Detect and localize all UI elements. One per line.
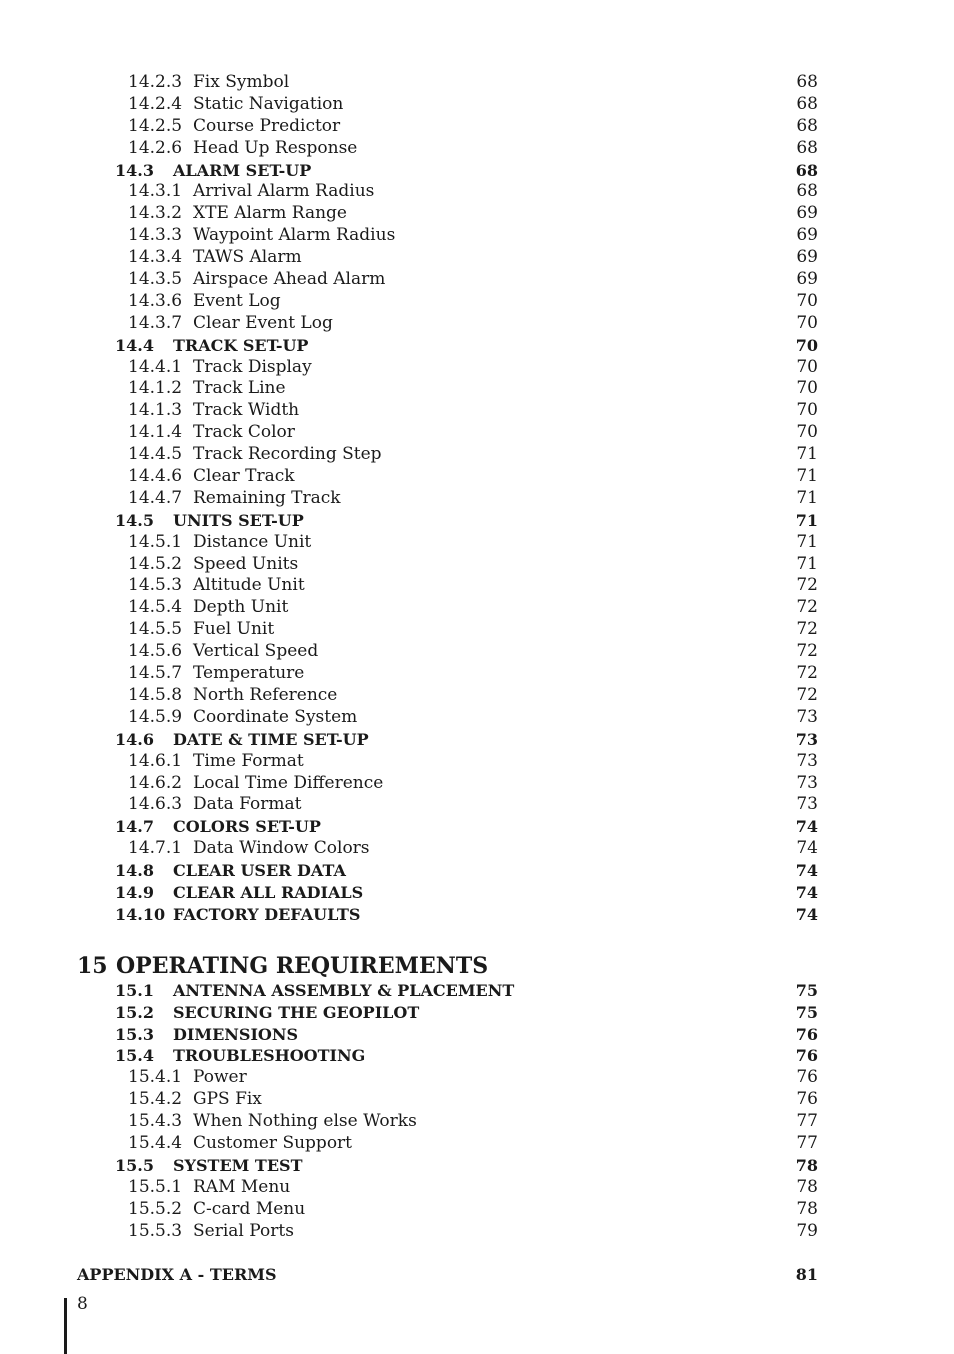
toc-entry-sub xyxy=(0,203,954,225)
toc-entry-number: 14.3.4 xyxy=(128,247,183,268)
toc-entry-number: 14.8 xyxy=(115,861,154,881)
toc-entry-title: APPENDIX A - TERMS xyxy=(77,1265,277,1285)
toc-entry-page: 78 xyxy=(796,1198,818,1219)
toc-entry-title: Temperature xyxy=(193,663,305,684)
toc-entry-number: 14.3.7 xyxy=(128,312,183,333)
toc-entry-page: 72 xyxy=(796,641,818,662)
toc-entry-page: 74 xyxy=(795,861,818,881)
toc-entry-sub xyxy=(0,1089,954,1111)
toc-entry-title: TROUBLESHOOTING xyxy=(173,1046,366,1066)
toc-entry-sub xyxy=(0,707,954,729)
toc-entry-page: 71 xyxy=(796,487,818,508)
toc-entry-number: 14.5 xyxy=(115,510,154,530)
toc-entry-title: CLEAR USER DATA xyxy=(173,861,346,881)
toc-entry-chapter xyxy=(0,952,954,980)
toc-entry-number: 14.7.1 xyxy=(128,838,183,859)
toc-entry-title: DIMENSIONS xyxy=(173,1024,299,1044)
toc-entry-title: FACTORY DEFAULTS xyxy=(173,904,361,924)
toc-entry-number: 14.7 xyxy=(115,817,154,837)
toc-entry-number: 15.2 xyxy=(115,1002,154,1022)
toc-entry-sub xyxy=(0,1133,954,1155)
toc-entry-title: XTE Alarm Range xyxy=(193,203,347,224)
toc-entry-page: 68 xyxy=(796,115,818,136)
toc-entry-sec xyxy=(0,980,954,1002)
toc-entry-sub xyxy=(0,751,954,773)
toc-entry-number: 15 xyxy=(77,952,108,979)
toc-entry-page: 70 xyxy=(796,356,818,377)
toc-entry-page: 70 xyxy=(796,422,818,443)
toc-entry-number: 15.4.1 xyxy=(128,1067,183,1088)
toc-entry-number: 14.1.4 xyxy=(128,422,183,443)
toc-entry-title: Data Format xyxy=(193,794,302,815)
toc-entry-title: Power xyxy=(193,1067,247,1088)
toc-entry-number: 15.5.1 xyxy=(128,1176,183,1197)
toc-entry-page: 74 xyxy=(795,882,818,902)
footer-page-number: 8 xyxy=(77,1294,88,1314)
toc-entry-page: 75 xyxy=(795,1002,818,1022)
toc-entry-title: Depth Unit xyxy=(193,597,289,618)
toc-entry-page: 68 xyxy=(796,137,818,158)
toc-entry-number: 14.5.1 xyxy=(128,531,183,552)
toc-entry-sec xyxy=(0,1155,954,1177)
toc-entry-number: 14.3.1 xyxy=(128,181,183,202)
toc-entry-title: North Reference xyxy=(193,684,338,705)
toc-entry-page: 71 xyxy=(795,510,818,530)
toc-entry-page: 74 xyxy=(796,838,818,859)
toc-entry-page: 68 xyxy=(796,72,818,92)
toc-entry-number: 14.6.3 xyxy=(128,794,183,815)
toc-entry-title: Airspace Ahead Alarm xyxy=(193,269,386,290)
toc-entry-sub xyxy=(0,773,954,795)
toc-entry-page: 72 xyxy=(796,663,818,684)
toc-entry-title: Time Format xyxy=(193,750,304,771)
toc-entry-page: 76 xyxy=(795,1046,818,1066)
toc-entry-number: 14.2.6 xyxy=(128,137,183,158)
toc-entry-sub xyxy=(0,532,954,554)
toc-entry-number: 14.5.9 xyxy=(128,706,183,727)
toc-entry-title: CLEAR ALL RADIALS xyxy=(173,882,364,902)
toc-entry-title: Clear Event Log xyxy=(193,312,333,333)
toc-entry-title: Altitude Unit xyxy=(193,575,305,596)
toc-entry-sec xyxy=(0,335,954,357)
toc-entry-page: 69 xyxy=(796,247,818,268)
toc-entry-title: Customer Support xyxy=(193,1132,353,1153)
toc-entry-page: 70 xyxy=(796,290,818,311)
toc-entry-sub xyxy=(0,466,954,488)
toc-entry-number: 14.1.2 xyxy=(128,378,183,399)
toc-entry-sub xyxy=(0,597,954,619)
toc-entry-sec xyxy=(0,510,954,532)
toc-entry-number: 14.2.5 xyxy=(128,115,183,136)
toc-entry-number: 14.5.4 xyxy=(128,597,183,618)
toc-entry-sub xyxy=(0,488,954,510)
toc-entry-page: 79 xyxy=(796,1220,818,1241)
toc-entry-number: 15.4.3 xyxy=(128,1111,183,1132)
toc-entry-sub xyxy=(0,641,954,663)
toc-entry-number: 14.4.6 xyxy=(128,466,183,487)
toc-entry-number: 14.5.6 xyxy=(128,641,183,662)
toc-entry-number: 14.5.3 xyxy=(128,575,183,596)
toc-entry-page: 72 xyxy=(796,575,818,596)
toc-entry-sub xyxy=(0,400,954,422)
toc-entry-title: Fuel Unit xyxy=(193,619,275,640)
toc-entry-sec xyxy=(0,1024,954,1046)
toc-entry-page: 76 xyxy=(796,1067,818,1088)
toc-entry-number: 14.5.2 xyxy=(128,553,183,574)
toc-entry-sub xyxy=(0,378,954,400)
toc-entry-sec xyxy=(0,160,954,182)
toc-entry-page: 70 xyxy=(796,400,818,421)
toc-entry-number: 14.6.2 xyxy=(128,772,183,793)
toc-entry-number: 14.1.3 xyxy=(128,400,183,421)
toc-entry-title: Vertical Speed xyxy=(193,641,319,662)
toc-entry-sub xyxy=(0,313,954,335)
footer-rule xyxy=(64,1298,67,1354)
toc-entry-title: Distance Unit xyxy=(193,531,312,552)
toc-entry-title: RAM Menu xyxy=(193,1176,291,1197)
toc-entry-title: SECURING THE GEOPILOT xyxy=(173,1002,420,1022)
toc-entry-title: Waypoint Alarm Radius xyxy=(193,225,396,246)
toc-entry-page: 73 xyxy=(795,729,818,749)
toc-entry-page: 74 xyxy=(795,904,818,924)
toc-entry-title: OPERATING REQUIREMENTS xyxy=(116,952,489,979)
toc-entry-page: 68 xyxy=(795,160,818,180)
toc-entry-number: 15.4.4 xyxy=(128,1132,183,1153)
toc-entry-number: 14.2.3 xyxy=(128,72,183,92)
toc-entry-page: 72 xyxy=(796,684,818,705)
toc-entry-sub xyxy=(0,575,954,597)
toc-entry-sub xyxy=(0,794,954,816)
toc-entry-sec xyxy=(0,904,954,926)
toc-entry-number: 15.3 xyxy=(115,1024,154,1044)
toc-entry-number: 15.5.2 xyxy=(128,1198,183,1219)
toc-entry-page: 71 xyxy=(796,531,818,552)
toc-entry-sub xyxy=(0,181,954,203)
toc-entry-title: Track Color xyxy=(193,422,295,443)
toc-entry-sub xyxy=(0,138,954,160)
toc-entry-page: 71 xyxy=(796,444,818,465)
toc-entry-sub xyxy=(0,554,954,576)
toc-entry-number: 14.5.8 xyxy=(128,684,183,705)
toc-entry-sec xyxy=(0,1002,954,1024)
toc-entry-sub xyxy=(0,357,954,379)
toc-entry-title: UNITS SET-UP xyxy=(173,510,304,530)
toc-entry-page: 69 xyxy=(796,225,818,246)
toc-entry-sub xyxy=(0,72,954,94)
toc-entry-page: 72 xyxy=(796,619,818,640)
toc-entry-title: ANTENNA ASSEMBLY & PLACEMENT xyxy=(173,980,515,1000)
toc-entry-sub xyxy=(0,269,954,291)
toc-entry-number: 14.9 xyxy=(115,882,154,902)
toc-entry-page: 69 xyxy=(796,203,818,224)
toc-entry-title: Event Log xyxy=(193,290,281,311)
toc-entry-number: 14.4 xyxy=(115,335,154,355)
toc-entry-page: 68 xyxy=(796,93,818,114)
toc-entry-title: Track Display xyxy=(193,356,312,377)
toc-entry-sec xyxy=(0,816,954,838)
toc-entry-sub xyxy=(0,1067,954,1089)
toc-entry-sub xyxy=(0,422,954,444)
toc-entry-sub xyxy=(0,1177,954,1199)
toc-entry-number: 14.2.4 xyxy=(128,93,183,114)
toc-entry-title: Course Predictor xyxy=(193,115,341,136)
toc-entry-title: Head Up Response xyxy=(193,137,358,158)
toc-entry-title: Arrival Alarm Radius xyxy=(193,181,375,202)
toc-entry-sub xyxy=(0,685,954,707)
toc-entry-page: 72 xyxy=(796,597,818,618)
toc-entry-page: 76 xyxy=(795,1024,818,1044)
toc-entry-number: 14.6 xyxy=(115,729,154,749)
toc-entry-sub xyxy=(0,838,954,860)
toc-entry-number: 15.1 xyxy=(115,980,154,1000)
toc-entry-number: 14.6.1 xyxy=(128,750,183,771)
toc-entry-page: 73 xyxy=(796,772,818,793)
toc-entry-number: 14.4.7 xyxy=(128,487,183,508)
toc-entry-page: 70 xyxy=(795,335,818,355)
toc-entry-sub xyxy=(0,663,954,685)
toc-entry-number: 14.3.3 xyxy=(128,225,183,246)
toc-entry-title: Fix Symbol xyxy=(193,72,290,92)
toc-entry-page: 74 xyxy=(795,817,818,837)
toc-entry-sub xyxy=(0,116,954,138)
toc-entry-title: Track Recording Step xyxy=(193,444,382,465)
toc-entry-number: 14.4.1 xyxy=(128,356,183,377)
toc-entry-appendix xyxy=(0,1264,954,1286)
toc-entry-number: 14.3.6 xyxy=(128,290,183,311)
toc-entry-sub xyxy=(0,444,954,466)
toc-entry-page: 81 xyxy=(795,1265,818,1285)
toc-entry-page: 75 xyxy=(795,980,818,1000)
toc-entry-page: 70 xyxy=(796,312,818,333)
toc-entry-sub xyxy=(0,94,954,116)
toc-entry-title: Speed Units xyxy=(193,553,299,574)
toc-entry-number: 14.5.7 xyxy=(128,663,183,684)
toc-entry-title: Serial Ports xyxy=(193,1220,294,1241)
toc-entry-sec xyxy=(0,729,954,751)
toc-entry-sub xyxy=(0,225,954,247)
toc-entry-page: 73 xyxy=(796,794,818,815)
table-of-contents xyxy=(0,72,954,1286)
toc-entry-page: 69 xyxy=(796,269,818,290)
toc-entry-title: C-card Menu xyxy=(193,1198,306,1219)
toc-entry-title: Coordinate System xyxy=(193,706,358,727)
toc-entry-title: Remaining Track xyxy=(193,487,341,508)
toc-entry-number: 14.3 xyxy=(115,160,154,180)
toc-entry-sub xyxy=(0,291,954,313)
toc-entry-sub xyxy=(0,247,954,269)
toc-entry-sec xyxy=(0,882,954,904)
toc-entry-page: 78 xyxy=(795,1155,818,1175)
toc-entry-title: TRACK SET-UP xyxy=(173,335,309,355)
toc-entry-title: Static Navigation xyxy=(193,93,344,114)
toc-entry-number: 15.5 xyxy=(115,1155,154,1175)
toc-entry-number: 15.4 xyxy=(115,1046,154,1066)
toc-entry-sec xyxy=(0,1045,954,1067)
toc-entry-sec xyxy=(0,860,954,882)
toc-entry-page: 70 xyxy=(796,378,818,399)
toc-entry-title: TAWS Alarm xyxy=(193,247,302,268)
toc-entry-number: 14.5.5 xyxy=(128,619,183,640)
toc-entry-number: 14.10 xyxy=(115,904,166,924)
toc-entry-title: When Nothing else Works xyxy=(193,1111,417,1132)
toc-entry-number: 14.3.2 xyxy=(128,203,183,224)
toc-entry-number: 14.4.5 xyxy=(128,444,183,465)
toc-entry-title: Local Time Difference xyxy=(193,772,384,793)
toc-entry-page: 73 xyxy=(796,706,818,727)
toc-entry-title: Track Line xyxy=(193,378,286,399)
toc-entry-title: Track Width xyxy=(193,400,300,421)
toc-entry-number: 15.5.3 xyxy=(128,1220,183,1241)
toc-entry-page: 78 xyxy=(796,1176,818,1197)
toc-entry-sub xyxy=(0,1199,954,1221)
toc-entry-number: 14.3.5 xyxy=(128,269,183,290)
toc-entry-page: 76 xyxy=(796,1089,818,1110)
toc-entry-page: 71 xyxy=(796,553,818,574)
toc-entry-title: Data Window Colors xyxy=(193,838,370,859)
toc-entry-page: 68 xyxy=(796,181,818,202)
toc-entry-sub xyxy=(0,1111,954,1133)
toc-entry-title: DATE & TIME SET-UP xyxy=(173,729,369,749)
toc-entry-title: SYSTEM TEST xyxy=(173,1155,303,1175)
toc-entry-page: 77 xyxy=(796,1132,818,1153)
toc-entry-page: 71 xyxy=(796,466,818,487)
toc-entry-sub xyxy=(0,1221,954,1243)
toc-entry-number: 15.4.2 xyxy=(128,1089,183,1110)
toc-entry-title: COLORS SET-UP xyxy=(173,817,321,837)
toc-entry-sub xyxy=(0,619,954,641)
toc-entry-title: ALARM SET-UP xyxy=(173,160,312,180)
toc-entry-page: 73 xyxy=(796,750,818,771)
toc-entry-title: GPS Fix xyxy=(193,1089,262,1110)
toc-entry-title: Clear Track xyxy=(193,466,295,487)
toc-entry-page: 77 xyxy=(796,1111,818,1132)
